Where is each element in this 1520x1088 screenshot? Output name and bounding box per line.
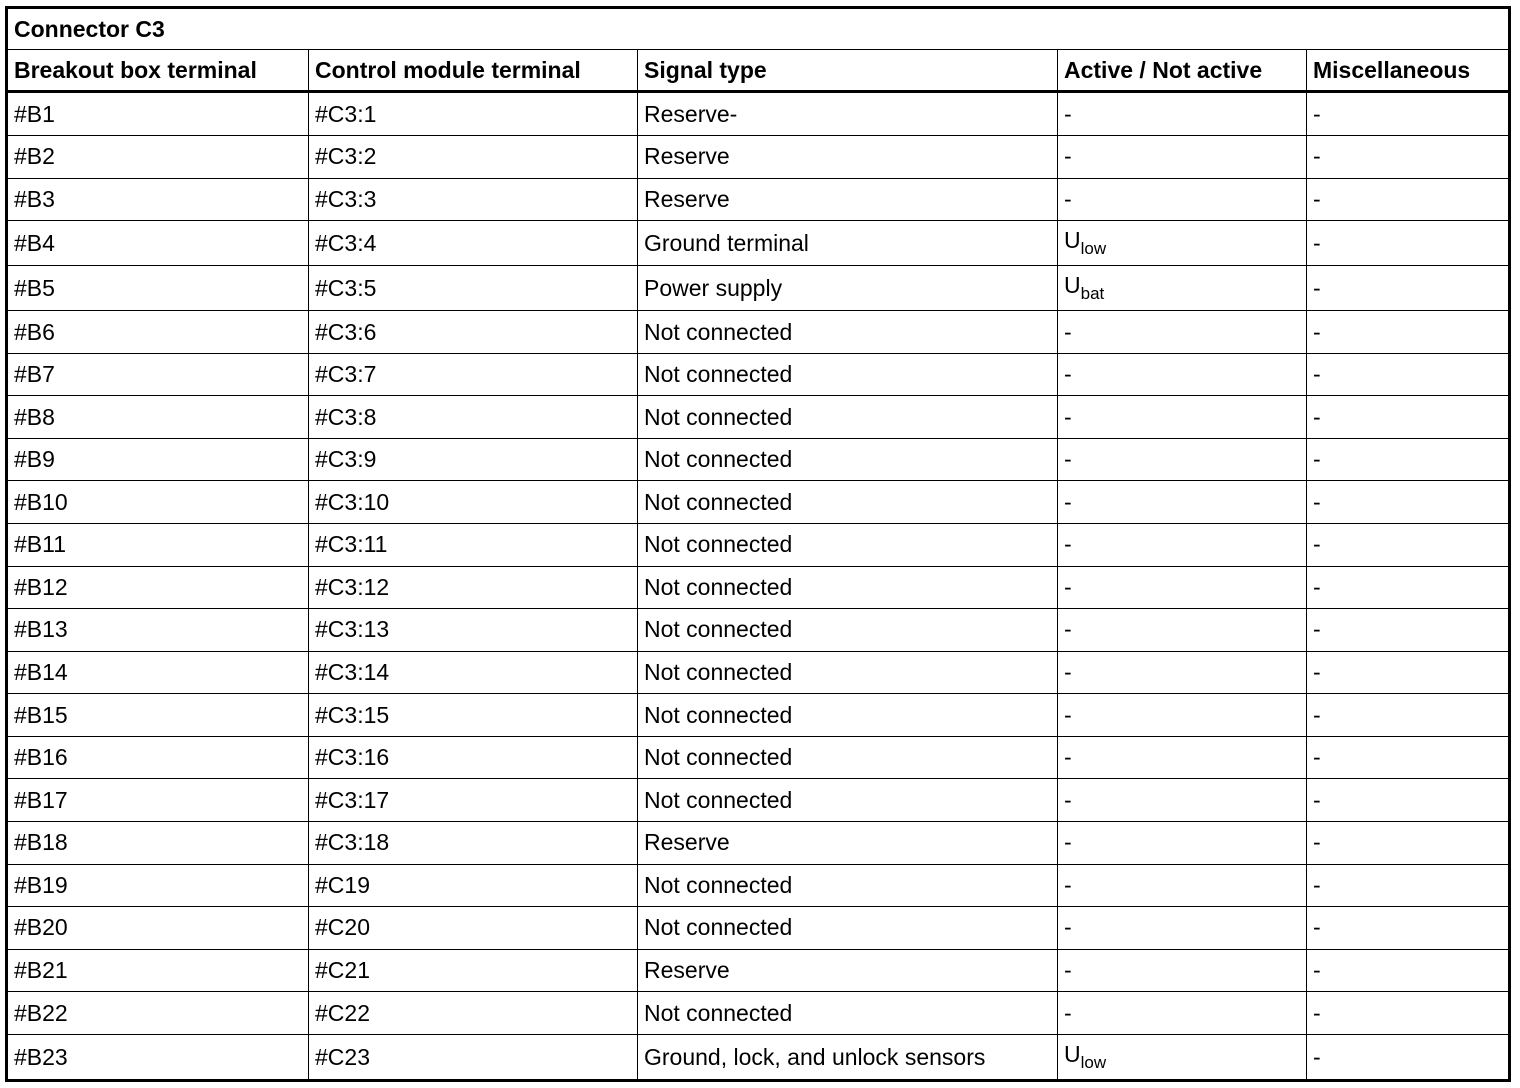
table-row bbox=[7, 353, 1510, 396]
active-state-value: - bbox=[1064, 185, 1072, 212]
breakout-terminal-cell: #B21 bbox=[7, 949, 309, 992]
active-state-value: - bbox=[1064, 871, 1072, 898]
signal-type-cell: Not connected bbox=[638, 992, 1058, 1035]
table-row bbox=[7, 92, 1510, 136]
signal-type-cell: Not connected bbox=[638, 481, 1058, 524]
breakout-terminal-cell: #B20 bbox=[7, 907, 309, 950]
active-state-value: - bbox=[1064, 318, 1072, 345]
breakout-terminal-cell: #B11 bbox=[7, 524, 309, 567]
active-state-value: U bbox=[1064, 227, 1081, 254]
active-state-subscript: bat bbox=[1080, 284, 1105, 304]
table-row bbox=[7, 266, 1510, 311]
miscellaneous-cell: - bbox=[1307, 651, 1510, 694]
table-row bbox=[7, 609, 1510, 652]
active-state-value: - bbox=[1064, 573, 1072, 600]
active-state-cell bbox=[1058, 92, 1307, 136]
control-module-terminal-cell: #C3:1 bbox=[309, 92, 638, 136]
connector-table bbox=[5, 6, 1511, 1082]
miscellaneous-cell: - bbox=[1307, 221, 1510, 266]
table-row bbox=[7, 178, 1510, 221]
miscellaneous-cell: - bbox=[1307, 266, 1510, 311]
breakout-terminal-cell: #B23 bbox=[7, 1035, 309, 1081]
active-state-value: - bbox=[1064, 744, 1072, 771]
breakout-terminal-cell: #B15 bbox=[7, 694, 309, 737]
table-row bbox=[7, 481, 1510, 524]
control-module-terminal-cell: #C3:6 bbox=[309, 311, 638, 354]
table-row bbox=[7, 438, 1510, 481]
miscellaneous-cell: - bbox=[1307, 136, 1510, 179]
breakout-terminal-cell: #B14 bbox=[7, 651, 309, 694]
miscellaneous-cell: - bbox=[1307, 481, 1510, 524]
control-module-terminal-cell: #C3:12 bbox=[309, 566, 638, 609]
table-row bbox=[7, 566, 1510, 609]
active-state-cell bbox=[1058, 311, 1307, 354]
signal-type-cell: Reserve bbox=[638, 821, 1058, 864]
signal-type-cell: Not connected bbox=[638, 609, 1058, 652]
signal-type-cell: Reserve bbox=[638, 949, 1058, 992]
active-state-cell bbox=[1058, 353, 1307, 396]
breakout-terminal-cell: #B7 bbox=[7, 353, 309, 396]
table-row bbox=[7, 694, 1510, 737]
active-state-cell bbox=[1058, 864, 1307, 907]
control-module-terminal-cell: #C19 bbox=[309, 864, 638, 907]
signal-type-cell: Not connected bbox=[638, 438, 1058, 481]
active-state-cell bbox=[1058, 481, 1307, 524]
col-header-miscellaneous: Miscellaneous bbox=[1307, 50, 1510, 92]
breakout-terminal-cell: #B4 bbox=[7, 221, 309, 266]
active-state-cell bbox=[1058, 438, 1307, 481]
miscellaneous-cell: - bbox=[1307, 353, 1510, 396]
table-row bbox=[7, 907, 1510, 950]
signal-type-cell: Not connected bbox=[638, 353, 1058, 396]
active-state-value: - bbox=[1064, 829, 1072, 856]
miscellaneous-cell: - bbox=[1307, 609, 1510, 652]
table-row bbox=[7, 864, 1510, 907]
table-row bbox=[7, 949, 1510, 992]
signal-type-cell: Not connected bbox=[638, 779, 1058, 822]
miscellaneous-cell: - bbox=[1307, 438, 1510, 481]
breakout-terminal-cell: #B16 bbox=[7, 736, 309, 779]
active-state-cell bbox=[1058, 821, 1307, 864]
col-header-control-module-terminal: Control module terminal bbox=[309, 50, 638, 92]
signal-type-cell: Ground, lock, and unlock sensors bbox=[638, 1035, 1058, 1081]
active-state-cell bbox=[1058, 221, 1307, 266]
control-module-terminal-cell: #C3:7 bbox=[309, 353, 638, 396]
active-state-value: - bbox=[1064, 659, 1072, 685]
control-module-terminal-cell: #C3:18 bbox=[309, 821, 638, 864]
breakout-terminal-cell: #B18 bbox=[7, 821, 309, 864]
breakout-terminal-cell: #B9 bbox=[7, 438, 309, 481]
breakout-terminal-cell: #B22 bbox=[7, 992, 309, 1035]
control-module-terminal-cell: #C3:5 bbox=[309, 266, 638, 311]
miscellaneous-cell: - bbox=[1307, 864, 1510, 907]
col-header-active-not-active: Active / Not active bbox=[1058, 50, 1307, 92]
active-state-cell bbox=[1058, 992, 1307, 1035]
table-row bbox=[7, 524, 1510, 567]
active-state-value: - bbox=[1064, 488, 1072, 515]
table-row bbox=[7, 779, 1510, 822]
signal-type-cell: Ground terminal bbox=[638, 221, 1058, 266]
control-module-terminal-cell: #C3:10 bbox=[309, 481, 638, 524]
miscellaneous-cell: - bbox=[1307, 992, 1510, 1035]
miscellaneous-cell: - bbox=[1307, 1035, 1510, 1081]
miscellaneous-cell: - bbox=[1307, 92, 1510, 136]
signal-type-cell: Reserve bbox=[638, 136, 1058, 179]
active-state-cell bbox=[1058, 949, 1307, 992]
signal-type-cell: Not connected bbox=[638, 864, 1058, 907]
table-title: Connector C3 bbox=[7, 8, 1510, 50]
breakout-terminal-cell: #B2 bbox=[7, 136, 309, 179]
signal-type-cell: Reserve bbox=[638, 178, 1058, 221]
control-module-terminal-cell: #C3:17 bbox=[309, 779, 638, 822]
miscellaneous-cell: - bbox=[1307, 736, 1510, 779]
table-row bbox=[7, 736, 1510, 779]
signal-type-cell: Not connected bbox=[638, 396, 1058, 439]
miscellaneous-cell: - bbox=[1307, 396, 1510, 439]
active-state-cell bbox=[1058, 178, 1307, 221]
active-state-cell bbox=[1058, 736, 1307, 779]
active-state-cell bbox=[1058, 396, 1307, 439]
active-state-cell bbox=[1058, 266, 1307, 311]
active-state-value: U bbox=[1064, 1041, 1081, 1067]
active-state-value: - bbox=[1064, 999, 1072, 1026]
table-row bbox=[7, 651, 1510, 694]
active-state-value: - bbox=[1064, 531, 1072, 558]
active-state-subscript: low bbox=[1080, 1053, 1107, 1072]
control-module-terminal-cell: #C20 bbox=[309, 907, 638, 950]
miscellaneous-cell: - bbox=[1307, 907, 1510, 950]
table-row bbox=[7, 311, 1510, 354]
active-state-cell bbox=[1058, 694, 1307, 737]
control-module-terminal-cell: #C21 bbox=[309, 949, 638, 992]
active-state-cell bbox=[1058, 136, 1307, 179]
active-state-value: - bbox=[1064, 143, 1072, 170]
breakout-terminal-cell: #B8 bbox=[7, 396, 309, 439]
breakout-terminal-cell: #B3 bbox=[7, 178, 309, 221]
signal-type-cell: Not connected bbox=[638, 736, 1058, 779]
active-state-value: - bbox=[1064, 786, 1072, 813]
header-row bbox=[7, 50, 1510, 92]
control-module-terminal-cell: #C3:4 bbox=[309, 221, 638, 266]
active-state-value: U bbox=[1064, 272, 1081, 299]
breakout-terminal-cell: #B19 bbox=[7, 864, 309, 907]
control-module-terminal-cell: #C3:2 bbox=[309, 136, 638, 179]
table-row bbox=[7, 821, 1510, 864]
signal-type-cell: Not connected bbox=[638, 694, 1058, 737]
miscellaneous-cell: - bbox=[1307, 178, 1510, 221]
miscellaneous-cell: - bbox=[1307, 779, 1510, 822]
active-state-cell bbox=[1058, 609, 1307, 652]
active-state-value: - bbox=[1064, 616, 1072, 643]
control-module-terminal-cell: #C3:3 bbox=[309, 178, 638, 221]
active-state-cell bbox=[1058, 566, 1307, 609]
active-state-cell bbox=[1058, 651, 1307, 694]
breakout-terminal-cell: #B17 bbox=[7, 779, 309, 822]
control-module-terminal-cell: #C23 bbox=[309, 1035, 638, 1081]
col-header-signal-type: Signal type bbox=[638, 50, 1058, 92]
breakout-terminal-cell: #B6 bbox=[7, 311, 309, 354]
active-state-value: - bbox=[1064, 701, 1072, 728]
signal-type-cell: Power supply bbox=[638, 266, 1058, 311]
breakout-terminal-cell: #B13 bbox=[7, 609, 309, 652]
active-state-value: - bbox=[1064, 403, 1072, 430]
miscellaneous-cell: - bbox=[1307, 949, 1510, 992]
table-row bbox=[7, 992, 1510, 1035]
active-state-value: - bbox=[1064, 361, 1072, 388]
signal-type-cell: Reserve- bbox=[638, 92, 1058, 136]
control-module-terminal-cell: #C3:14 bbox=[309, 651, 638, 694]
active-state-cell bbox=[1058, 779, 1307, 822]
table-row bbox=[7, 136, 1510, 179]
control-module-terminal-cell: #C3:13 bbox=[309, 609, 638, 652]
breakout-terminal-cell: #B5 bbox=[7, 266, 309, 311]
control-module-terminal-cell: #C3:9 bbox=[309, 438, 638, 481]
breakout-terminal-cell: #B1 bbox=[7, 92, 309, 136]
miscellaneous-cell: - bbox=[1307, 694, 1510, 737]
signal-type-cell: Not connected bbox=[638, 566, 1058, 609]
signal-type-cell: Not connected bbox=[638, 311, 1058, 354]
control-module-terminal-cell: #C3:16 bbox=[309, 736, 638, 779]
miscellaneous-cell: - bbox=[1307, 524, 1510, 567]
breakout-terminal-cell: #B12 bbox=[7, 566, 309, 609]
active-state-cell bbox=[1058, 907, 1307, 950]
signal-type-cell: Not connected bbox=[638, 907, 1058, 950]
active-state-value: - bbox=[1064, 914, 1072, 941]
active-state-value: - bbox=[1064, 446, 1072, 473]
breakout-terminal-cell: #B10 bbox=[7, 481, 309, 524]
control-module-terminal-cell: #C3:8 bbox=[309, 396, 638, 439]
signal-type-cell: Not connected bbox=[638, 524, 1058, 567]
control-module-terminal-cell: #C3:15 bbox=[309, 694, 638, 737]
col-header-breakout-box-terminal: Breakout box terminal bbox=[7, 50, 309, 92]
miscellaneous-cell: - bbox=[1307, 566, 1510, 609]
miscellaneous-cell: - bbox=[1307, 311, 1510, 354]
table-row bbox=[7, 1035, 1510, 1081]
miscellaneous-cell: - bbox=[1307, 821, 1510, 864]
control-module-terminal-cell: #C22 bbox=[309, 992, 638, 1035]
active-state-cell bbox=[1058, 1035, 1307, 1081]
table-row bbox=[7, 221, 1510, 266]
active-state-subscript: low bbox=[1080, 239, 1107, 259]
table-row bbox=[7, 396, 1510, 439]
control-module-terminal-cell: #C3:11 bbox=[309, 524, 638, 567]
active-state-cell bbox=[1058, 524, 1307, 567]
active-state-value: - bbox=[1064, 956, 1072, 983]
signal-type-cell: Not connected bbox=[638, 651, 1058, 694]
active-state-value: - bbox=[1064, 100, 1072, 127]
